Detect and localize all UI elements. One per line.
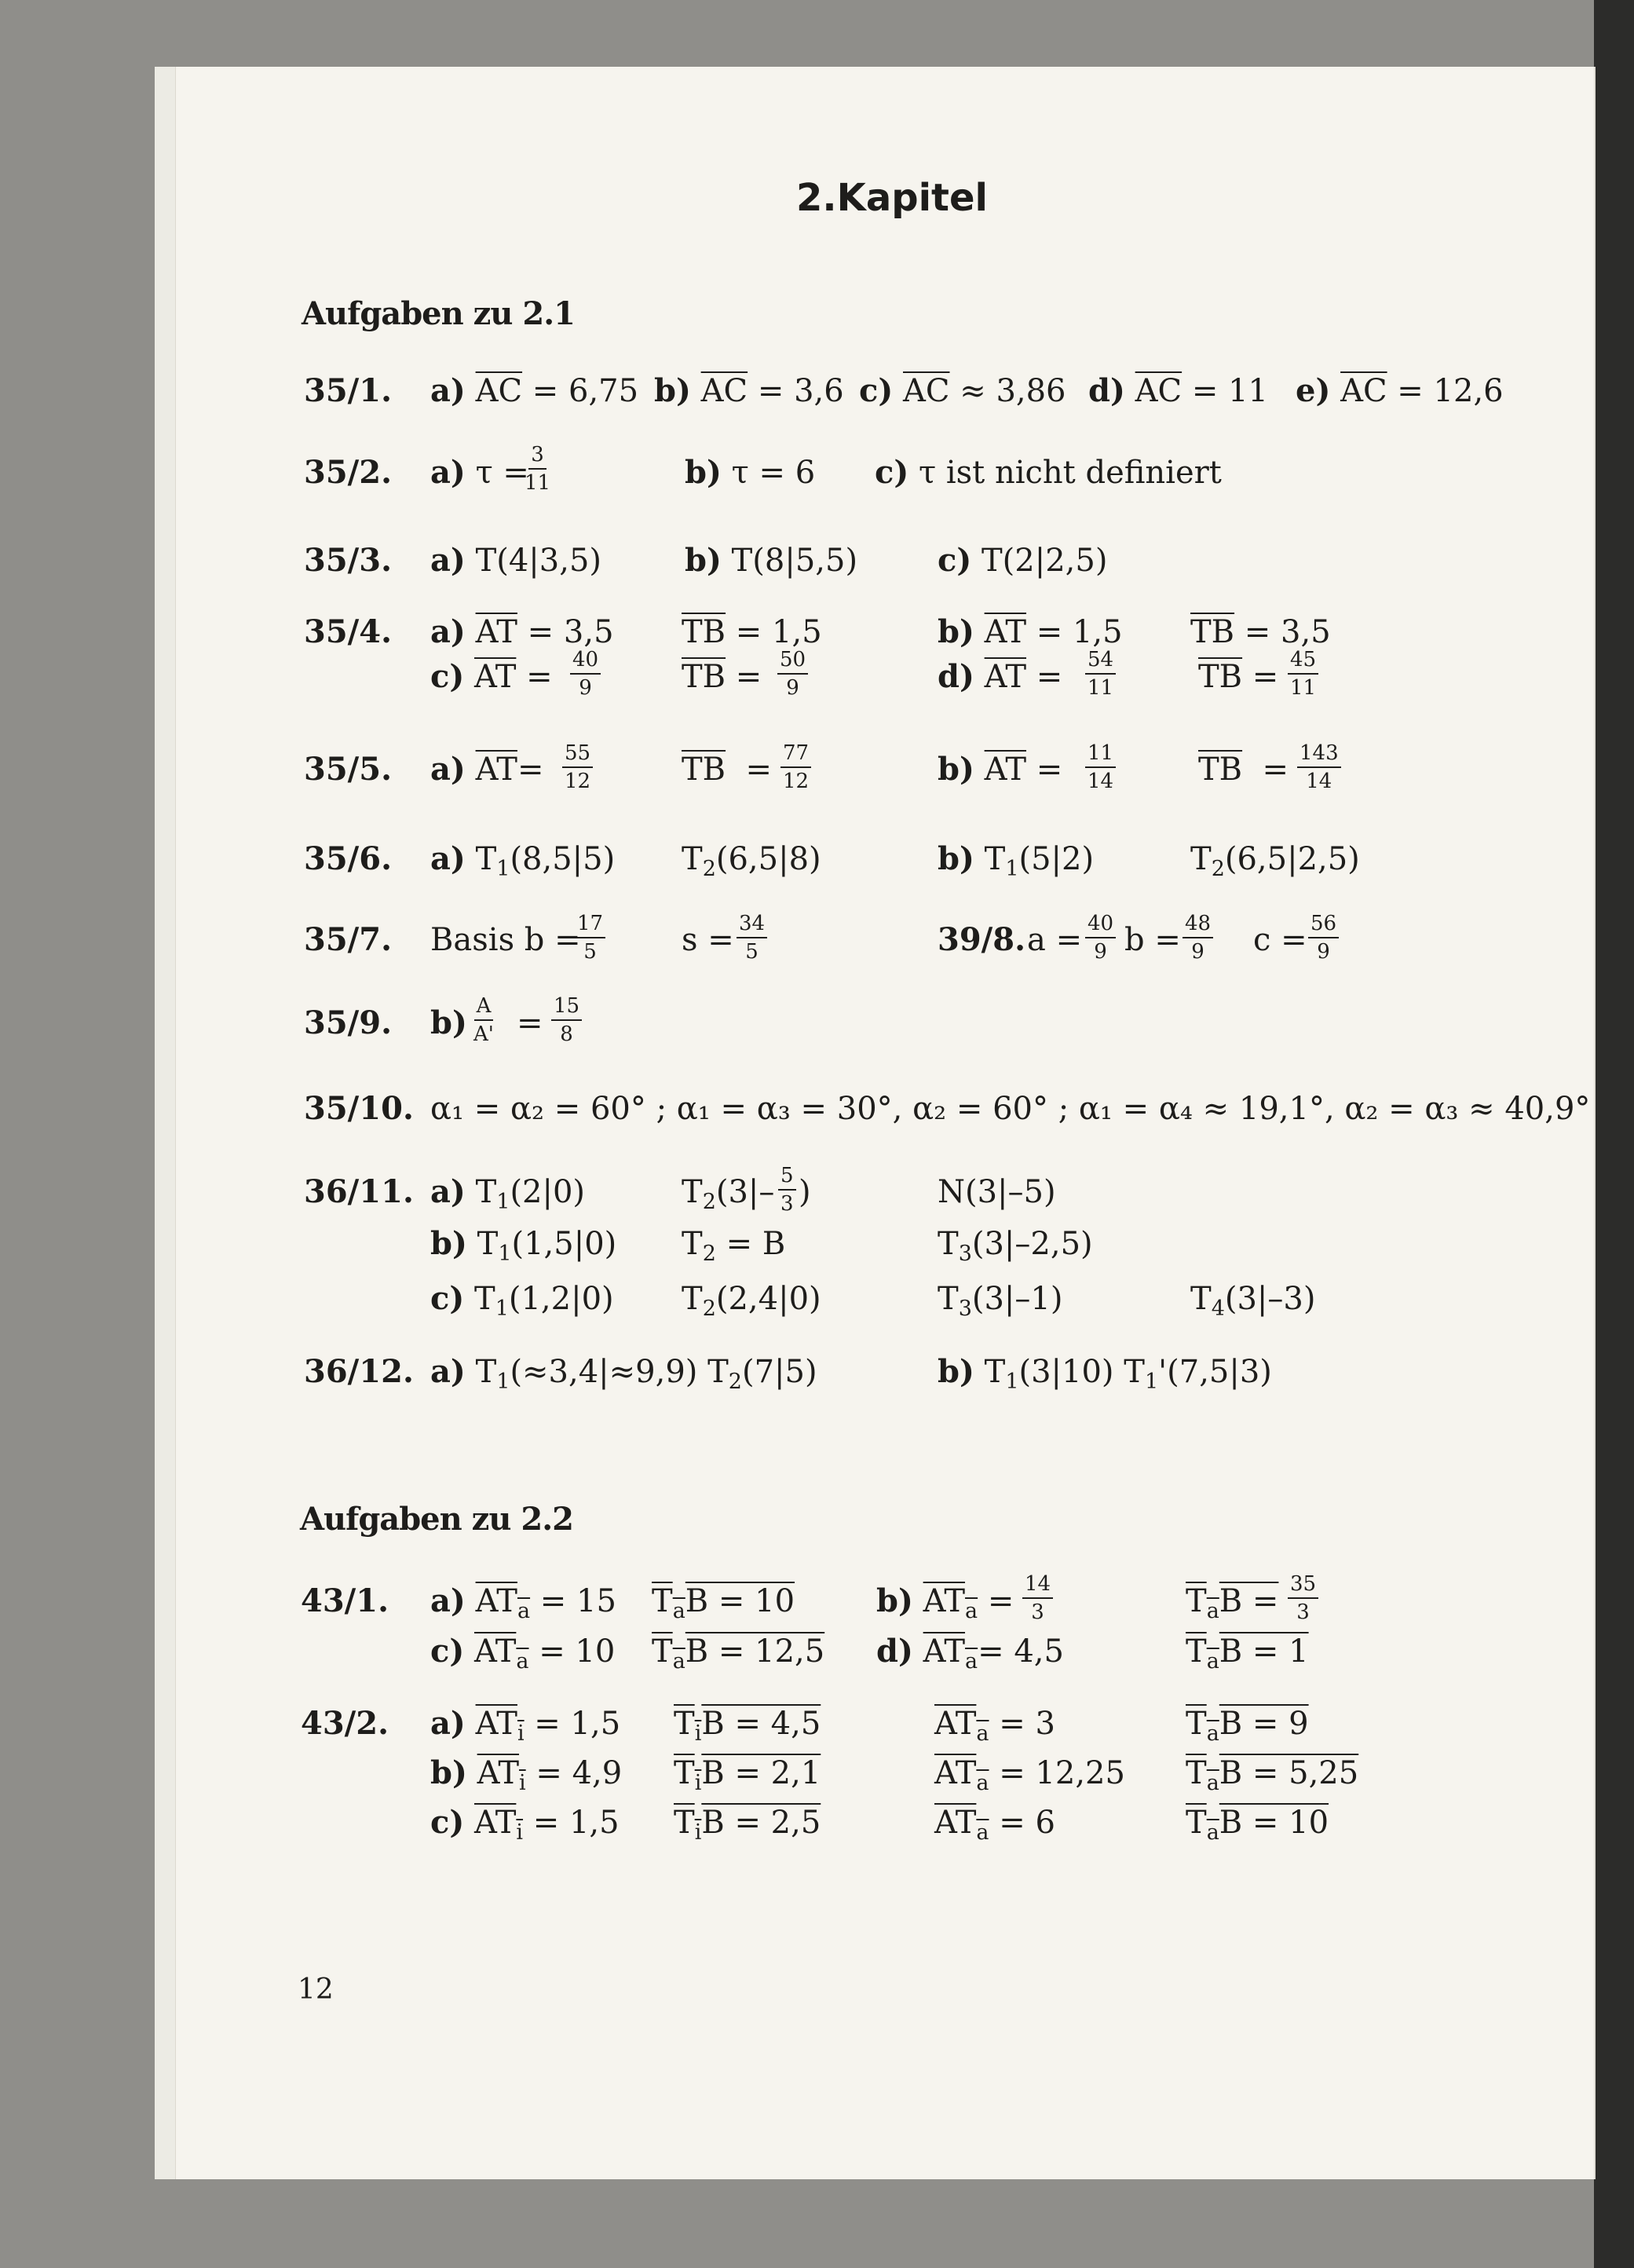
answer-row (654, 372, 844, 409)
answer-row: $AT_a = 6$ (934, 1805, 1055, 1845)
answer-row: b) $T_1(1,5|0)$ (430, 1225, 617, 1266)
value: ≈ 3,86 (949, 373, 1066, 409)
answer-row: c) $\overline{AT}$ = (430, 658, 553, 695)
answer-row: c) $T_1(1,2|0)$ (430, 1280, 614, 1321)
value: τ = 6 (731, 455, 816, 491)
fraction: 48 9 (1183, 913, 1213, 962)
answer-row: $AT_a = 12,25$ (934, 1755, 1125, 1795)
problem-label: 35/2. (304, 454, 393, 491)
answer-row: b) $AT_a$ = (876, 1582, 1014, 1623)
answer-row: $T_iB = 2,5$ (674, 1805, 821, 1845)
answer-row: $T_4(3|-3)$ (1190, 1281, 1316, 1321)
part-label: d) (1088, 372, 1125, 409)
answer-row: $T_aB = 10$ (652, 1583, 795, 1623)
fraction: 40 9 (570, 649, 601, 698)
answer-row: a = (1027, 922, 1083, 958)
answer-row: a) T(4|3,5) (430, 542, 601, 579)
answer-row: $T_aB = 1$ (1186, 1633, 1309, 1674)
answer-row: $\overline{TB}$ = (682, 752, 773, 788)
problem-label: 35/1. (304, 372, 393, 409)
answer-row: $T_2(2,4|0)$ (682, 1281, 821, 1321)
answer-row: a) $T_1(2|0)$ (430, 1173, 586, 1214)
answer-row: a) $\overline{AT} = 3,5$ (430, 613, 614, 650)
answer-row: $T_aB = 9$ (1186, 1706, 1309, 1746)
segment: $\overline{AC}$ (903, 373, 950, 409)
answer-row: $\overline{TB} = 3,5$ (1190, 614, 1331, 650)
page-number: 12 (298, 1974, 334, 2006)
answer-row: $T_aB$ = (1186, 1583, 1279, 1623)
segment: $\overline{AC}$ (1135, 373, 1183, 409)
answer-row: $T_aB = 10$ (1186, 1805, 1329, 1845)
fraction: 56 9 (1308, 913, 1339, 962)
answer-row: $T_2(6,5|8)$ (682, 841, 821, 881)
answer-row: a) $T_1(8,5|5)$ (430, 840, 616, 881)
part-label: c) (875, 454, 909, 491)
answer-row: c) $AT_a = 10$ (430, 1633, 616, 1674)
answer-row: b) $T_1(3|10)$ $T_1'(7,5|3)$ (938, 1353, 1272, 1394)
problem-label: 35/7. (304, 921, 393, 958)
fraction: 17 5 (575, 913, 605, 962)
part-label: a) (430, 372, 466, 409)
answer-row: ) (799, 1174, 811, 1210)
answer-row: $T_iB = 4,5$ (674, 1706, 821, 1746)
fraction: 40 9 (1085, 913, 1116, 962)
part-label: c) (859, 372, 894, 409)
problem-label: 35/9. (304, 1004, 393, 1041)
value: = 6,75 (522, 373, 639, 409)
fraction: 15 8 (551, 996, 582, 1044)
problem-label: 35/6. (304, 840, 393, 877)
answer-row: a) $T_1(\approx 3,4|\approx 9,9)$ $T_2(7|5)$ (430, 1353, 817, 1394)
segment: $\overline{AC}$ (700, 373, 748, 409)
section-heading-2-1: Aufgaben zu 2.1 (302, 295, 575, 332)
value: = 12,6 (1387, 373, 1504, 409)
answer-row: $\overline{TB}$ = (1198, 752, 1289, 788)
answer-row: $T_2(3|-$ (682, 1174, 775, 1214)
value: τ = (475, 455, 529, 491)
answer-row: $\overline{TB} = 1,5$ (682, 614, 822, 650)
answer-row: b) (430, 1004, 467, 1041)
answer-row: N(3|–5) (938, 1174, 1056, 1210)
problem-label: 35/3. (304, 542, 393, 579)
answer-row (430, 454, 529, 491)
answer-row: a) $AT_a = 15$ (430, 1582, 616, 1623)
answer-row: c) T(2|2,5) (938, 542, 1108, 579)
fraction: 34 5 (737, 913, 767, 962)
answer-row: a) $AT_i = 1,5$ (430, 1705, 621, 1746)
answer-row: s = (682, 922, 734, 958)
answer-row: $T_aB = 5,25$ (1186, 1755, 1359, 1795)
answer-row: b = (1124, 922, 1181, 958)
fraction: 35 3 (1288, 1574, 1318, 1622)
problem-label: 35/5. (304, 751, 393, 788)
segment: $\overline{AC}$ (475, 373, 523, 409)
answer-row: c = (1253, 922, 1307, 958)
page-edge (155, 67, 176, 2179)
part-label: b) (654, 372, 691, 409)
section-heading-2-2: Aufgaben zu 2.2 (300, 1501, 573, 1538)
answer-row (859, 372, 1066, 409)
answer-row: $\overline{TB}$ = (1198, 659, 1279, 695)
answer-row: b) $\overline{AT}$ = (938, 751, 1063, 788)
answer-row: a) $\overline{AT}=$ (430, 751, 544, 788)
fraction: 45 11 (1288, 649, 1318, 698)
fraction: 50 9 (777, 649, 808, 698)
answer-row: b) T(8|5,5) (685, 542, 858, 579)
segment: $\overline{AC}$ (1340, 373, 1387, 409)
answer-row (875, 454, 1222, 491)
answer-row: b) $AT_i = 4,9$ (430, 1754, 623, 1795)
answer-row: $T_2 = B$ (682, 1226, 786, 1266)
fraction: 77 12 (780, 743, 811, 792)
answer-row (685, 454, 816, 491)
fraction: 55 12 (562, 743, 593, 792)
fraction: 14 3 (1022, 1574, 1053, 1622)
answer-row: $AT_a = 3$ (934, 1706, 1055, 1746)
chapter-title: 2.Kapitel (796, 176, 988, 220)
answer-row: c) $AT_i = 1,5$ (430, 1804, 620, 1845)
answer-row: $T_3(3|-2,5)$ (938, 1226, 1093, 1266)
answer-row: b) $\overline{AT} = 1,5$ (938, 613, 1123, 650)
answer-row: d) $AT_a= 4,5$ (876, 1633, 1064, 1674)
part-label: a) (430, 454, 466, 491)
answer-row: $\overline{TB}$ = (682, 659, 762, 695)
answer-row: α₁ = α₂ = 60° ; α₁ = α₃ = 30°, α₂ = 60° ; α₁ = α₄ ≈ 19,1°, α₂ = α₃ ≈ 40,9° (430, 1091, 1591, 1127)
answer-row (1088, 372, 1268, 409)
problem-label: 35/10. (304, 1090, 414, 1127)
problem-label: 43/2. (301, 1705, 389, 1742)
answer-row: d) $\overline{AT}$ = (938, 658, 1063, 695)
problem-label: 39/8. (938, 921, 1026, 958)
dark-background (1594, 0, 1634, 2268)
fraction: 11 14 (1085, 743, 1116, 792)
part-label: b) (685, 454, 722, 491)
answer-row: $T_aB = 12,5$ (652, 1633, 825, 1674)
value: = 11 (1182, 373, 1268, 409)
problem-label: 43/1. (301, 1582, 389, 1619)
fraction: A A' (473, 994, 494, 1046)
part-label: e) (1296, 372, 1331, 409)
answer-row (1296, 372, 1504, 409)
answer-row: $T_iB = 2,1$ (674, 1755, 821, 1795)
answer-row: $T_2(6,5|2,5)$ (1190, 841, 1360, 881)
fraction: 54 11 (1085, 649, 1116, 698)
value: τ ist nicht definiert (919, 455, 1222, 491)
fraction: 143 14 (1297, 743, 1341, 792)
fraction: 3 11 (525, 443, 551, 495)
problem-label: 36/12. (304, 1353, 414, 1390)
answer-row: b) $T_1(5|2)$ (938, 840, 1095, 881)
problem-label: 35/4. (304, 613, 393, 650)
answer-row: Basis b = (430, 922, 581, 958)
value: = 3,6 (748, 373, 844, 409)
answer-row: = (517, 1005, 543, 1041)
answer-row: $T_3(3|-1)$ (938, 1281, 1063, 1321)
fraction: 5 3 (778, 1165, 796, 1214)
problem-label: 36/11. (304, 1173, 414, 1210)
answer-row (430, 372, 639, 409)
